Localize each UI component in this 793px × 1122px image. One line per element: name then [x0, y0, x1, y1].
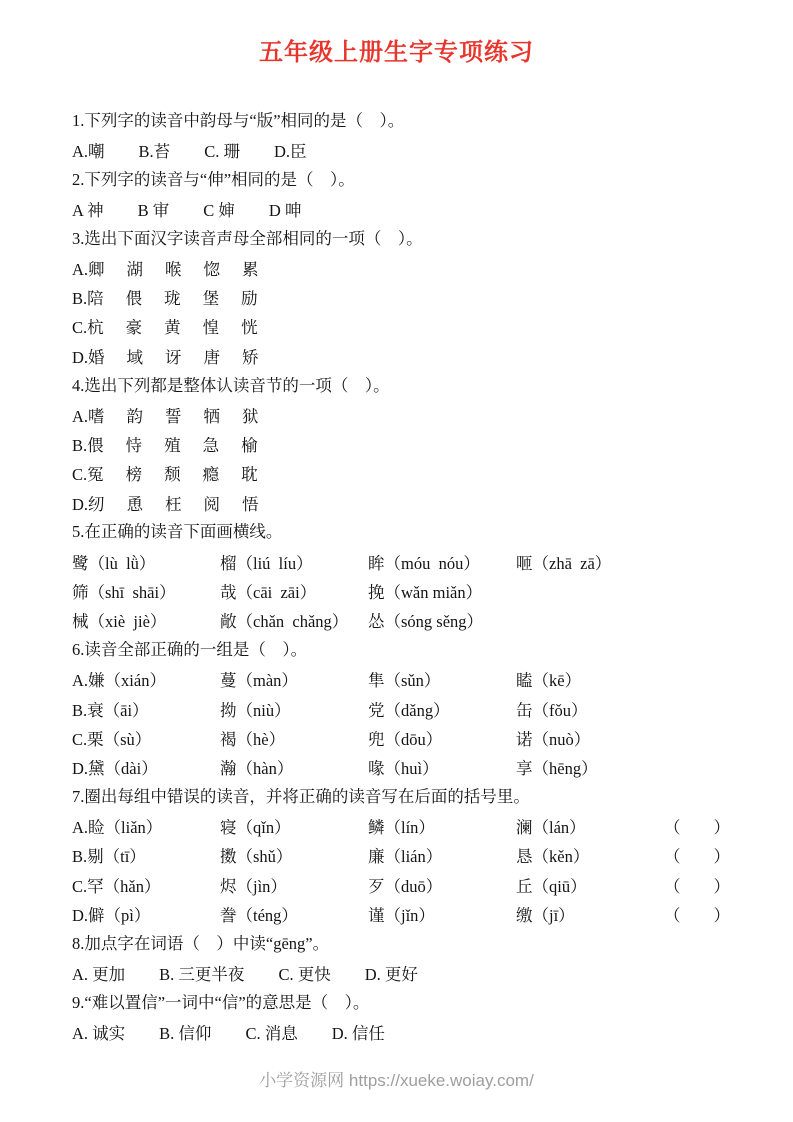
answer-cell: D 呻 [268, 200, 302, 220]
answer-cell: 歹（duō） [368, 876, 443, 896]
answer-cell: A. 更加 [72, 965, 126, 985]
answer-cell: 湖 [126, 259, 144, 279]
answer-cell: A 神 [72, 200, 104, 220]
question-3-row-2 [72, 282, 737, 311]
question-3 [72, 224, 737, 371]
answer-cell: B. 信仰 [159, 1023, 212, 1043]
answer-cell: C. 更快 [278, 965, 331, 985]
question-7-row-4 [72, 900, 737, 929]
question-6 [72, 635, 737, 782]
answer-cell: 豪 [125, 318, 143, 338]
answer-cell: 牺 [203, 406, 221, 426]
footer-site-name: 小学资源网 [259, 1071, 345, 1090]
answer-cell: 兜（dōu） [368, 729, 443, 749]
answer-cell: B 审 [137, 200, 170, 220]
answer-cell: 域 [126, 347, 144, 367]
answer-cell: A.嘲 [72, 142, 105, 162]
answer-cell: 蔓（màn） [220, 671, 298, 691]
answer-cell: 恳（kěn） [516, 847, 590, 867]
question-5 [72, 517, 737, 635]
answer-cell: B.剔（tī） [72, 847, 146, 867]
page-title: 五年级上册生字专项练习 [259, 39, 534, 66]
question-1 [72, 106, 737, 165]
answer-cell: A.嫌（xián） [72, 671, 166, 691]
answer-cell: 偎 [125, 289, 143, 309]
answer-cell: 榴（liú líu） [220, 553, 313, 573]
question-5-row-3 [72, 606, 737, 635]
question-9-row-1 [72, 1017, 737, 1046]
answer-cell: 急 [202, 435, 220, 455]
answer-cell: 寝（qǐn） [220, 818, 291, 838]
answer-cell: 誊（téng） [220, 906, 298, 926]
answer-cell: 诺（nuò） [516, 729, 591, 749]
question-7-row-1 [72, 811, 737, 840]
question-9 [72, 988, 737, 1047]
answer-cell: C 婶 [203, 200, 235, 220]
question-6-row-1 [72, 664, 737, 693]
answer-cell: C. 珊 [204, 142, 240, 162]
answer-cell: B.苔 [138, 142, 171, 162]
answer-cell: 咂（zhā zā） [516, 553, 612, 573]
answer-cell: A.睑（liǎn） [72, 818, 163, 838]
question-6-row-2 [72, 694, 737, 723]
footer-site-url[interactable]: https://xueke.woiay.com/ [348, 1071, 534, 1090]
question-2-row-1 [72, 194, 737, 223]
answer-cell: D.婚 [72, 347, 105, 367]
answer-cell: 擞（shǔ） [220, 847, 293, 867]
question-3-row-4 [72, 341, 737, 370]
page-footer [0, 1066, 793, 1091]
answer-cell: C.冤 [72, 465, 104, 485]
answer-cell: 唐 [203, 347, 221, 367]
answer-cell: 械（xiè jiè） [72, 612, 167, 632]
answer-cell: D. 信任 [331, 1023, 385, 1043]
answer-cell: A.卿 [72, 259, 105, 279]
answer-cell: （ ） [664, 847, 730, 867]
question-9-prompt: 9.“难以置信”一词中“信”的意思是（ ）。 [72, 992, 370, 1012]
answer-cell: 讶 [165, 347, 182, 367]
answer-cell: 耽 [241, 465, 258, 485]
answer-cell: 拗（niù） [220, 700, 291, 720]
answer-cell: 惶 [202, 318, 220, 338]
answer-cell: （ ） [664, 876, 730, 896]
answer-cell: A.嗜 [72, 406, 105, 426]
answer-cell: 励 [241, 289, 258, 309]
answer-cell: 鳞（lín） [368, 818, 435, 838]
answer-cell: 恍 [241, 318, 258, 338]
question-4-prompt: 4.选出下列都是整体认读音节的一项（ ）。 [72, 375, 390, 395]
answer-cell: 眸（móu nóu） [368, 553, 480, 573]
questions-area [72, 106, 737, 1047]
answer-cell: 鹭（lù lǜ） [72, 553, 156, 573]
answer-cell: 丘（qiū） [516, 876, 587, 896]
answer-cell: 挽（wǎn miǎn） [368, 582, 483, 602]
answer-cell: A. 诚实 [72, 1023, 126, 1043]
answer-cell: （ ） [664, 818, 730, 838]
question-6-row-4 [72, 753, 737, 782]
answer-cell: 黄 [164, 318, 181, 338]
question-7-prompt: 7.圈出每组中错误的读音，并将正确的读音写在后面的括号里。 [72, 786, 530, 806]
answer-cell: C.罕（hǎn） [72, 876, 161, 896]
answer-cell: 谨（jǐn） [368, 906, 435, 926]
answer-cell: B.陪 [72, 289, 104, 309]
answer-cell: 褐（hè） [220, 729, 286, 749]
answer-cell: 澜（lán） [516, 818, 586, 838]
answer-cell: 珑 [164, 289, 181, 309]
answer-cell: 惚 [203, 259, 221, 279]
answer-cell: 瀚（hàn） [220, 759, 294, 779]
answer-cell: 享（hēng） [516, 759, 598, 779]
answer-cell: D. 更好 [364, 965, 418, 985]
answer-cell: 枉 [165, 494, 182, 514]
question-8-prompt: 8.加点字在词语（ ）中读“gēng”。 [72, 933, 330, 953]
answer-cell: 悟 [242, 494, 259, 514]
question-8 [72, 929, 737, 988]
answer-cell: D.纫 [72, 494, 105, 514]
question-3-prompt: 3.选出下面汉字读音声母全部相同的一项（ ）。 [72, 228, 423, 248]
question-6-prompt: 6.读音全部正确的一组是（ ）。 [72, 640, 308, 660]
answer-cell: （ ） [664, 906, 730, 926]
question-2-prompt: 2.下列字的读音与“伸”相同的是（ ）。 [72, 169, 355, 189]
question-7 [72, 782, 737, 929]
question-2 [72, 165, 737, 224]
question-6-row-3 [72, 723, 737, 752]
question-8-row-1 [72, 958, 737, 987]
answer-cell: 誓 [165, 406, 182, 426]
answer-cell: 筛（shī shāi） [72, 582, 176, 602]
answer-cell: 敞（chǎn chǎng） [220, 612, 349, 632]
answer-cell: 哉（cāi zāi） [220, 582, 317, 602]
answer-cell: 韵 [126, 406, 144, 426]
answer-cell: 恃 [125, 435, 143, 455]
answer-cell: 累 [242, 259, 259, 279]
question-3-row-1 [72, 253, 737, 282]
answer-cell: B.偎 [72, 435, 104, 455]
answer-cell: D.僻（pì） [72, 906, 151, 926]
question-3-row-3 [72, 312, 737, 341]
answer-cell: 廉（lián） [368, 847, 443, 867]
answer-cell: D.黛（dài） [72, 759, 158, 779]
question-4-row-4 [72, 488, 737, 517]
answer-cell: 缴（jī） [516, 906, 575, 926]
answer-cell: 殖 [164, 435, 181, 455]
answer-cell: 颓 [164, 465, 181, 485]
question-1-prompt: 1.下列字的读音中韵母与“版”相同的是（ ）。 [72, 111, 405, 130]
question-5-row-2 [72, 576, 737, 605]
answer-cell: 喙（huì） [368, 759, 439, 779]
question-7-row-3 [72, 870, 737, 899]
answer-cell: 狱 [242, 406, 259, 426]
answer-cell: 榆 [241, 435, 258, 455]
question-1-row-1 [72, 135, 737, 164]
answer-cell: C.杭 [72, 318, 104, 338]
answer-cell: D.臣 [273, 142, 307, 162]
question-4-row-3 [72, 459, 737, 488]
question-4-row-2 [72, 429, 737, 458]
answer-cell: 喉 [165, 259, 182, 279]
answer-cell: 怂（sóng sěng） [368, 612, 484, 632]
answer-cell: 堡 [202, 289, 220, 309]
question-7-row-2 [72, 841, 737, 870]
answer-cell: 瘾 [202, 465, 220, 485]
answer-cell: C. 消息 [245, 1023, 298, 1043]
answer-cell: 榜 [125, 465, 143, 485]
answer-cell: 阅 [203, 494, 221, 514]
question-5-row-1 [72, 547, 737, 576]
answer-cell: 矫 [242, 347, 259, 367]
answer-cell: 缶（fǒu） [516, 700, 588, 720]
question-5-prompt: 5.在正确的读音下面画横线。 [72, 522, 283, 542]
answer-cell: 恿 [126, 494, 144, 514]
answer-cell: 隼（sǔn） [368, 671, 441, 691]
answer-cell: 烬（jìn） [220, 876, 287, 896]
question-4-row-1 [72, 400, 737, 429]
answer-cell: 瞌（kē） [516, 671, 582, 691]
answer-cell: B.衰（āi） [72, 700, 149, 720]
answer-cell: C.栗（sù） [72, 729, 152, 749]
answer-cell: 党（dǎng） [368, 700, 450, 720]
answer-cell: B. 三更半夜 [159, 965, 245, 985]
question-4 [72, 371, 737, 518]
